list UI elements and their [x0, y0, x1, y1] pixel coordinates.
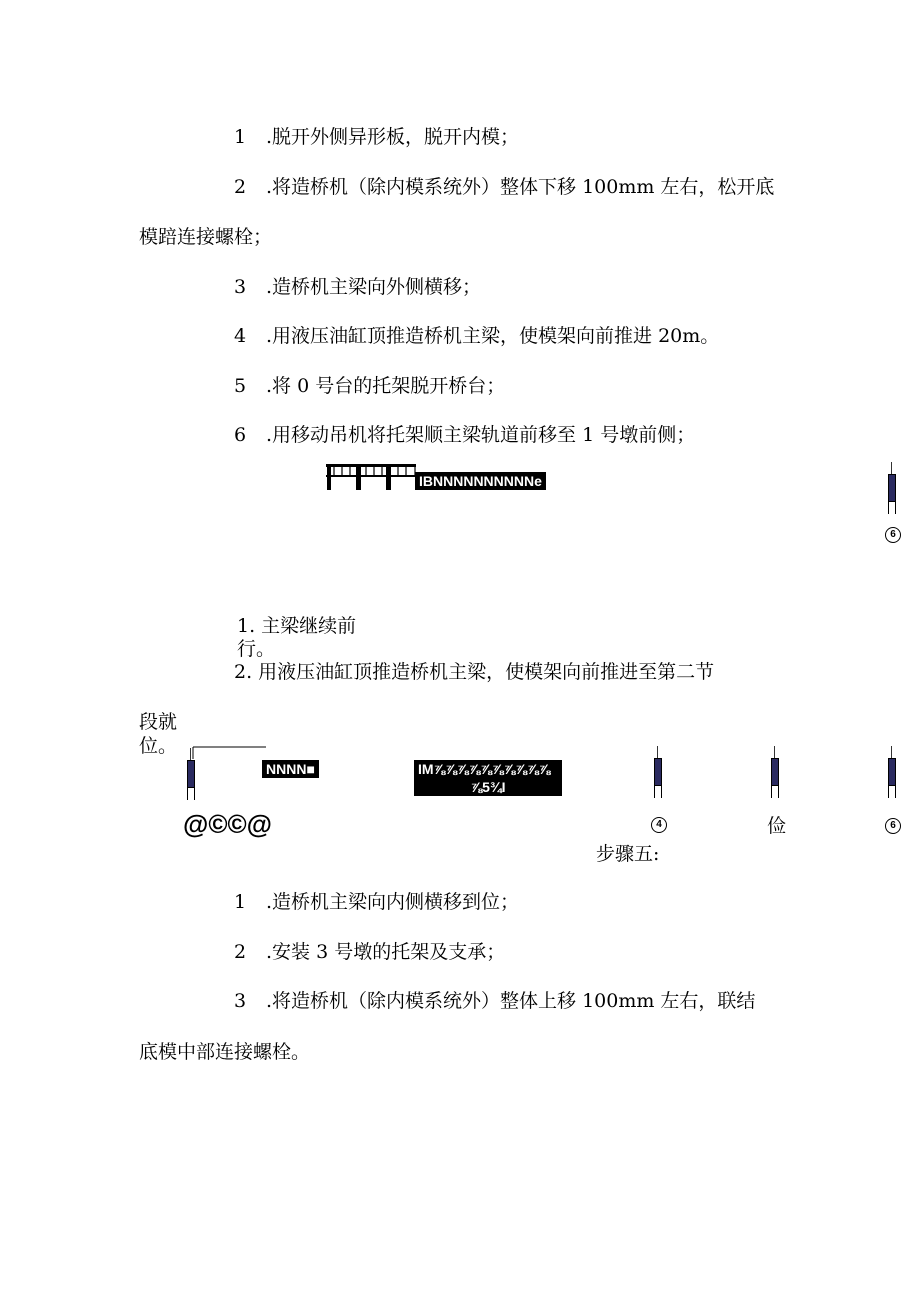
step5-item-2 — [234, 941, 505, 964]
item-number: 2 — [234, 176, 247, 198]
step4-item-5 — [234, 375, 505, 398]
item-number: 6 — [234, 424, 247, 446]
item-number: 2 — [234, 941, 247, 963]
beam-label: IBNNNNNNNNNNe — [415, 472, 546, 490]
item-text: .用移动吊机将托架顺主梁轨道前移至 1 号墩前侧； — [266, 424, 696, 446]
item-text: .将造桥机（除内模系统外）整体上移 100mm 左右，联结 — [266, 990, 756, 1012]
item-number: 3 — [234, 990, 247, 1012]
item-text: .脱开外侧异形板，脱开内模； — [266, 126, 520, 148]
step5-title: 步骤五: — [596, 843, 660, 865]
step4-item-3 — [234, 276, 481, 299]
item-text: .造桥机主梁向外侧横移； — [266, 276, 482, 298]
item-number: 1 — [234, 126, 247, 148]
middle-line-2: 2. 用液压油缸顶推造桥机主梁，使模架向前推进至第二节 — [234, 661, 715, 683]
item-number: 1 — [234, 891, 247, 913]
middle-line-1a: 1. 主梁继续前 — [237, 615, 357, 637]
step5-item-1 — [234, 891, 519, 914]
step5-item-3-continuation: 底模中部连接螺栓。 — [139, 1041, 311, 1063]
pier-number-badge: 6 — [885, 527, 901, 543]
item-text: .将造桥机（除内模系统外）整体下移 100mm 左右，松开底 — [266, 176, 775, 198]
left-beam-label: NNNN■ — [262, 760, 319, 778]
step4-item-6 — [234, 424, 695, 447]
item-text: .安装 3 号墩的托架及支承； — [266, 941, 506, 963]
item-text: .用液压油缸顶推造桥机主梁，使模架向前推进 20m。 — [266, 325, 720, 347]
center-beam-label-top: IM⅞⅞⅞⅞⅞⅞⅞⅞⅞⅞ — [414, 760, 562, 778]
step5-item-3 — [234, 990, 755, 1013]
pier-b-label: 俭 — [767, 815, 787, 837]
bracket-line — [192, 746, 268, 760]
middle-line-3a: 段就 — [139, 711, 178, 733]
item-number: 5 — [234, 375, 247, 397]
item-number: 4 — [234, 325, 247, 347]
item-text: .将 0 号台的托架脱开桥台； — [266, 375, 506, 397]
pier-a-number-badge: 4 — [651, 817, 667, 833]
middle-line-1b: 行。 — [237, 638, 276, 660]
step4-item-2 — [234, 176, 774, 199]
step4-item-2-continuation: 模踣连接螺栓； — [139, 226, 273, 248]
middle-line-3b: 位。 — [139, 735, 178, 757]
truss-graphic — [326, 462, 418, 492]
symbol-row: @©©@ — [183, 809, 273, 839]
center-beam-label-bottom: ⅞5¾I — [414, 778, 562, 796]
step4-item-4 — [234, 325, 719, 348]
pier-c-number-badge: 6 — [885, 818, 901, 834]
item-number: 3 — [234, 276, 247, 298]
item-text: .造桥机主梁向内侧横移到位； — [266, 891, 520, 913]
step4-item-1 — [234, 126, 519, 149]
